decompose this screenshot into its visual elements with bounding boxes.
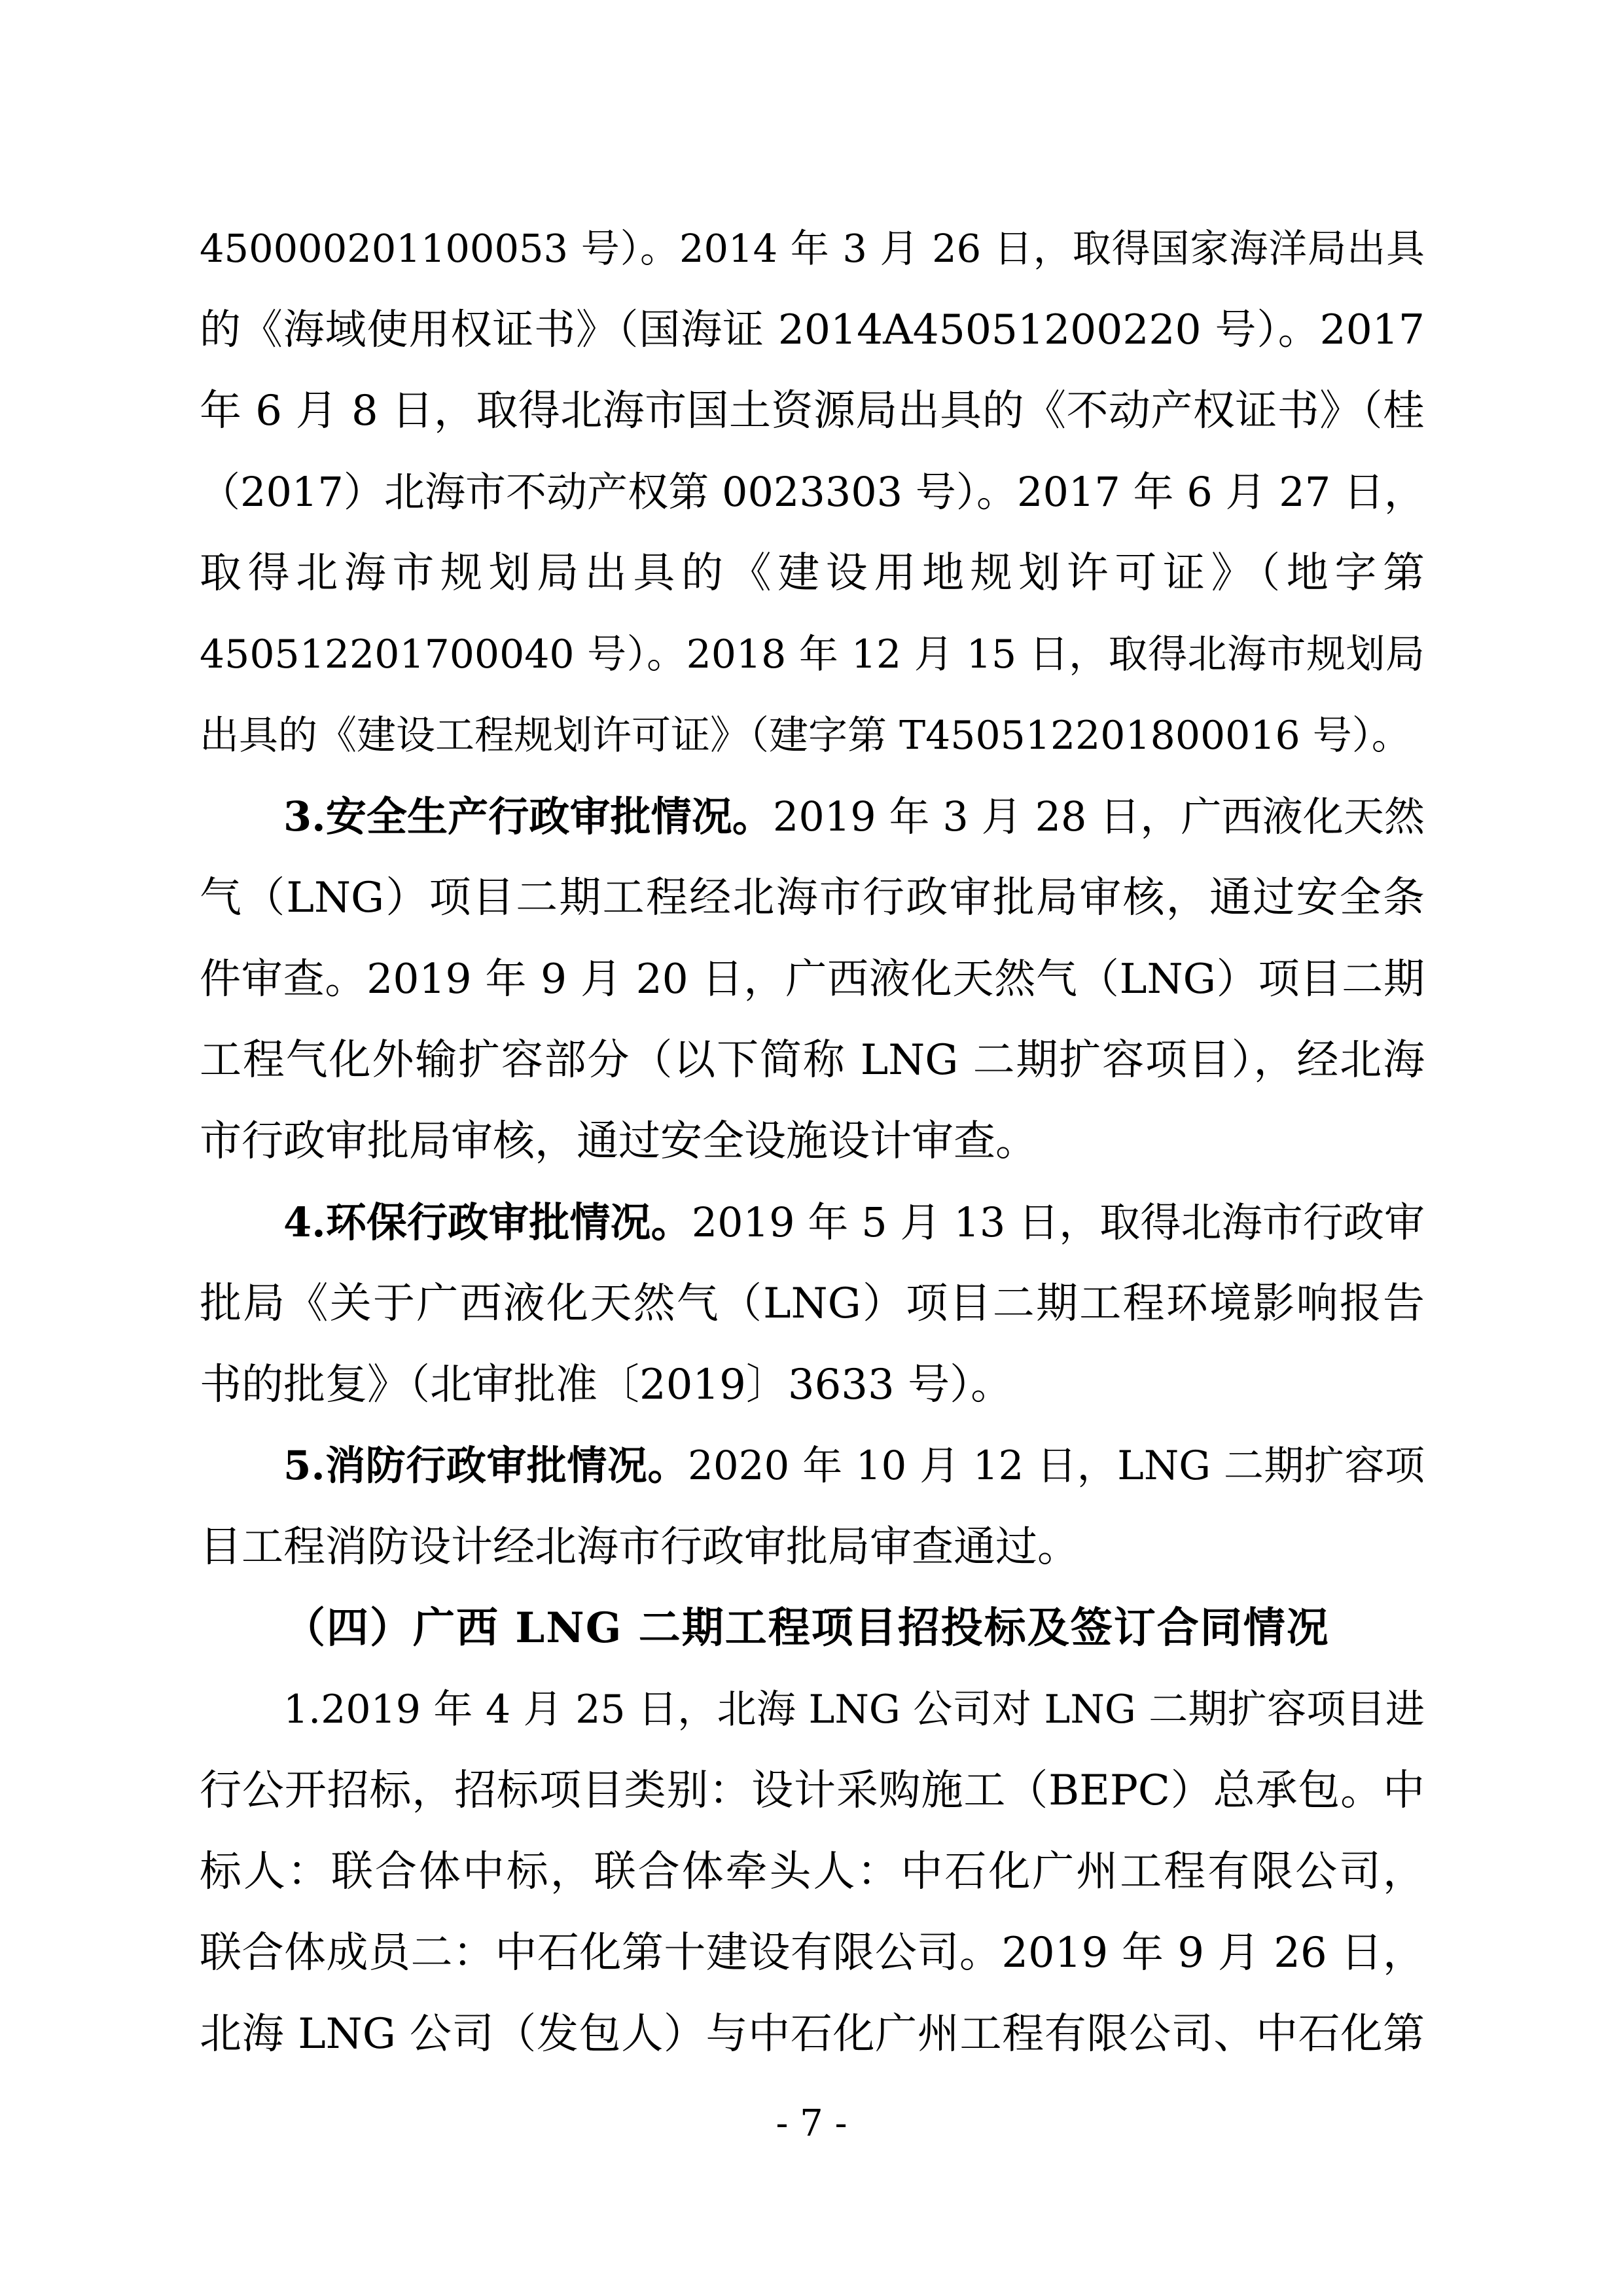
text-line: 目工程消防设计经北海市行政审批局审查通过。 (200, 1523, 1079, 1571)
text-line: 1.2019 年 4 月 25 日，北海 LNG 公司对 LNG 二期扩容项目进 (283, 1687, 1425, 1732)
text-line: 450512201700040 号）。2018 年 12 月 15 日，取得北海市规划局 (200, 632, 1425, 677)
section-heading: （四）广西 LNG 二期工程项目招投标及签订合同情况 (283, 1604, 1330, 1653)
text-line: 气（LNG）项目二期工程经北海市行政审批局审核，通过安全条 (200, 874, 1425, 922)
text-line: 北海 LNG 公司（发包人）与中石化广州工程有限公司、中石化第 (200, 2010, 1425, 2058)
text-span: 2020 年 10 月 12 日，LNG 二期扩容项 (688, 1443, 1425, 1489)
text-span: 2019 年 3 月 28 日，广西液化天然 (772, 793, 1425, 840)
text-line: （2017）北海市不动产权第 0023303 号）。2017 年 6 月 27 日， (200, 468, 1425, 516)
section-lead-fire: 5.消防行政审批情况。 (283, 1443, 688, 1489)
text-line: 联合体成员二：中石化第十建设有限公司。2019 年 9 月 26 日， (200, 1929, 1425, 1977)
text-line: 取得北海市规划局出具的《建设用地规划许可证》（地字第 (200, 549, 1425, 598)
section-first-line (283, 776, 1425, 857)
text-line: 件审查。2019 年 9 月 20 日，广西液化天然气（LNG）项目二期 (200, 955, 1425, 1003)
text-line: 市行政审批局审核，通过安全设施设计审查。 (200, 1117, 1037, 1166)
text-line: 年 6 月 8 日，取得北海市国土资源局出具的《不动产权证书》（桂 (200, 387, 1425, 435)
section-lead-safety: 3.安全生产行政审批情况。 (283, 793, 773, 840)
text-span: 2019 年 5 月 13 日，取得北海市行政审 (691, 1198, 1425, 1246)
text-line: 行公开招标，招标项目类别：设计采购施工（BEPC）总承包。中 (200, 1767, 1425, 1815)
text-line: 450000201100053 号）。2014 年 3 月 26 日，取得国家海洋局出具 (200, 226, 1425, 271)
page-number: - 7 - (776, 2102, 847, 2145)
text-line: 工程气化外输扩容部分（以下简称 LNG 二期扩容项目），经北海 (200, 1036, 1425, 1085)
text-line: 的《海域使用权证书》（国海证 2014A45051200220 号）。2017 (200, 306, 1425, 353)
section-first-line (283, 1426, 1425, 1507)
text-line: 书的批复》（北审批准〔2019〕3633 号）。 (200, 1361, 1013, 1409)
section-first-line (283, 1182, 1425, 1263)
text-line: 批局《关于广西液化天然气（LNG）项目二期工程环境影响报告 (200, 1280, 1425, 1328)
text-line: 出具的《建设工程规划许可证》（建字第 T450512201800016 号）。 (200, 713, 1411, 759)
text-line: 标人：联合体中标，联合体牵头人：中石化广州工程有限公司， (200, 1848, 1425, 1896)
section-lead-environment: 4.环保行政审批情况。 (283, 1198, 692, 1246)
